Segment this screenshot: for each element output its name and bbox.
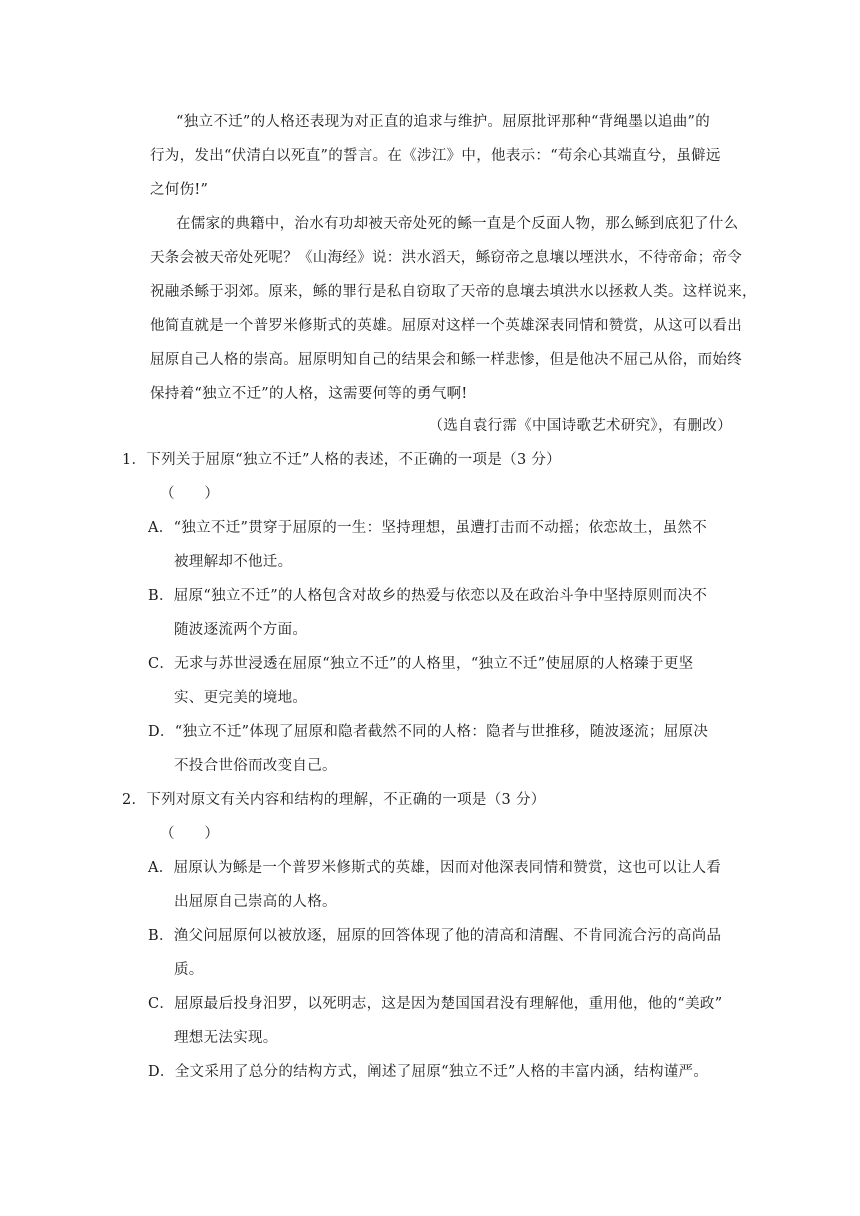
passage-line: 祝融杀鲧于羽郊。原来，鲧的罪行是私自窃取了天帝的息壤去填洪水以拯救人类。这样说来， bbox=[150, 284, 757, 300]
passage-line: 他简直就是一个普罗米修斯式的英雄。屈原对这样一个英雄深表同情和赞赏，从这可以看出 bbox=[150, 318, 742, 334]
option-d-cont: 不投合世俗而改变自己。 bbox=[174, 758, 337, 774]
option-b: B．渔父问屈原何以被放逐，屈原的回答体现了他的清高和清醒、不肯同流合污的高尚品 bbox=[148, 928, 722, 944]
option-c: C．屈原最后投身汨罗，以死明志，这是因为楚国国君没有理解他，重用他，他的“美政” bbox=[148, 996, 723, 1012]
option-a: A．屈原认为鲧是一个普罗米修斯式的英雄，因而对他深表同情和赞赏，这也可以让人看 bbox=[148, 860, 722, 876]
passage-line: 之何伤!” bbox=[150, 182, 209, 198]
source-citation: （选自袁行霈《中国诗歌艺术研究》，有删改） bbox=[428, 418, 732, 434]
option-c: C．无求与苏世浸透在屈原“独立不迁”的人格里，“独立不迁”使屈原的人格臻于更坚 bbox=[148, 656, 694, 672]
question-stem: 1．下列关于屈原“独立不迁”人格的表述，不正确的一项是（3 分） bbox=[122, 452, 561, 468]
passage-line: “独立不迁”的人格还表现为对正直的追求与维护。屈原批评那种“背绳墨以追曲”的 bbox=[176, 114, 711, 130]
passage-line: 屈原自己人格的崇高。屈原明知自己的结果会和鲧一样悲惨，但是他决不屈己从俗，而始终 bbox=[150, 352, 742, 368]
option-a-cont: 被理解却不他迁。 bbox=[174, 554, 293, 570]
option-b: B．屈原“独立不迁”的人格包含对故乡的热爱与依恋以及在政治斗争中坚持原则而决不 bbox=[148, 588, 708, 604]
option-a-cont: 出屈原自己崇高的人格。 bbox=[174, 894, 337, 910]
passage-line: 天条会被天帝处死呢？《山海经》说：洪水滔天，鲧窃帝之息壤以堙洪水，不待帝命；帝令 bbox=[150, 250, 742, 266]
question-stem: 2．下列对原文有关内容和结构的理解，不正确的一项是（3 分） bbox=[122, 792, 546, 808]
option-d: D．全文采用了总分的结构方式，阐述了屈原“独立不迁”人格的丰富内涵，结构谨严。 bbox=[148, 1064, 709, 1080]
answer-blank: （ ） bbox=[160, 826, 220, 842]
option-c-cont: 实、更完美的境地。 bbox=[174, 690, 308, 706]
option-c-cont: 理想无法实现。 bbox=[174, 1030, 278, 1046]
option-b-cont: 质。 bbox=[174, 962, 204, 978]
option-b-cont: 随波逐流两个方面。 bbox=[174, 622, 308, 638]
passage-line: 保持着“独立不迁”的人格，这需要何等的勇气啊! bbox=[150, 386, 468, 402]
option-a: A．“独立不迁”贯穿于屈原的一生：坚持理想，虽遭打击而不动摇；依恋故土，虽然不 bbox=[148, 520, 707, 536]
passage-line: 在儒家的典籍中，治水有功却被天帝处死的鲧一直是个反面人物，那么鲧到底犯了什么 bbox=[176, 216, 739, 232]
option-d: D．“独立不迁”体现了屈原和隐者截然不同的人格：隐者与世推移，随波逐流；屈原决 bbox=[148, 724, 709, 740]
answer-blank: （ ） bbox=[160, 486, 220, 502]
passage-line: 行为，发出“伏清白以死直”的誓言。在《涉江》中，他表示：“苟余心其端直兮，虽僻远 bbox=[150, 148, 721, 164]
